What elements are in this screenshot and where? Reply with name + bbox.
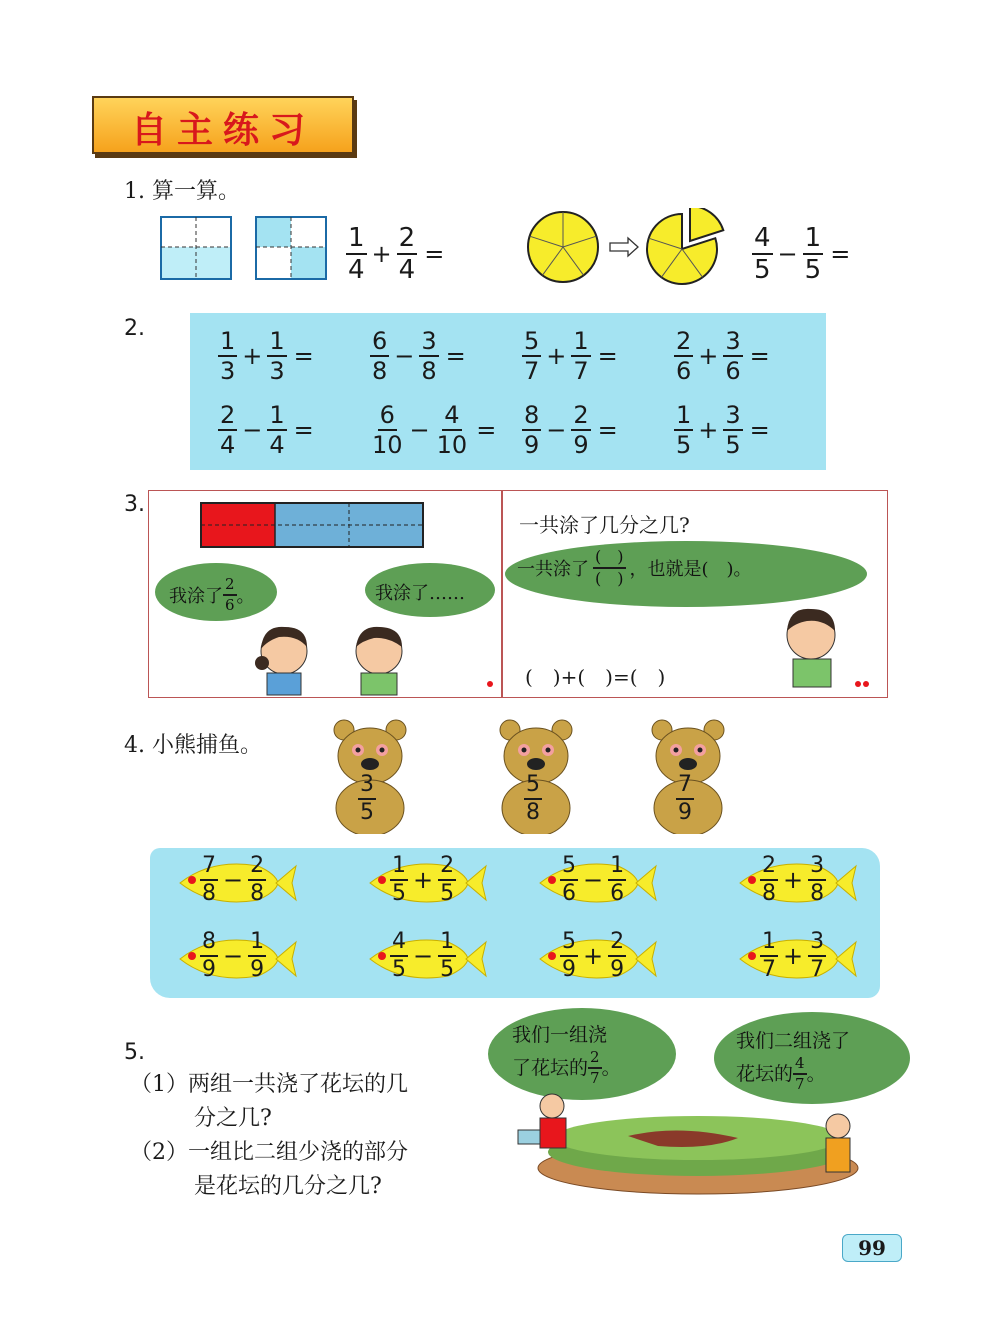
fraction: $\frac{5}{7}$ (524, 327, 540, 385)
square-diagram-2 (256, 217, 326, 279)
girl-speech-bubble: 我涂了 $\frac{2}{6}$ 。 (155, 563, 277, 621)
fraction: $\frac{7}{9}$ (678, 772, 692, 825)
fish (532, 852, 658, 914)
boy-avatar-right (777, 601, 847, 691)
page-number: 99 (842, 1234, 902, 1262)
operator: − (223, 942, 244, 970)
q5-item-1-line-1: （1）两组一共浇了花坛的几 (130, 1072, 408, 1097)
fraction: $\frac{6}{10}$ (372, 401, 403, 459)
q3-question: 一共涂了几分之几? (519, 513, 690, 537)
bear (640, 716, 736, 834)
boy-watering-avatar (826, 1114, 850, 1172)
q2-exercise-box (190, 313, 826, 470)
equals-sign: = (476, 416, 497, 444)
flowerbed (538, 1116, 858, 1194)
fraction: $\frac{6}{8}$ (372, 327, 388, 385)
fraction: $\frac{2}{8}$ (250, 853, 265, 906)
fraction: $\frac{5}{9}$ (562, 929, 576, 982)
group2-speech-bubble: 我们二组浇了 花坛的 $\frac{4}{7}$ 。 (714, 1012, 910, 1104)
red-dot-marker (487, 681, 493, 687)
q3-equation: ( )+( )=( ) (525, 665, 666, 689)
operator: − (394, 342, 415, 370)
group1-speech-bubble: 我们一组浇 了花坛的 $\frac{2}{7}$ 。 (488, 1008, 676, 1100)
fraction: $\frac{2}{5}$ (440, 853, 455, 906)
fraction: $\frac{2}{8}$ (762, 853, 776, 906)
operator: − (242, 416, 263, 444)
fraction: $\frac{1}{7}$ (762, 929, 776, 982)
q2-exercise (370, 403, 522, 457)
fish-expression (390, 855, 456, 905)
operator: − (413, 942, 434, 970)
arrow-icon (610, 238, 638, 256)
equals-sign: = (597, 416, 618, 444)
q5-item-2-line-2: 是花坛的几分之几? (194, 1174, 382, 1199)
equals-sign: = (597, 342, 618, 370)
fish-expression (560, 931, 626, 981)
fish-expression (390, 931, 456, 981)
section-title (92, 96, 354, 154)
q4-label: 4. 小熊捕鱼。 (124, 733, 262, 758)
boy-speech-bubble: 我涂了…… (365, 563, 495, 617)
fraction: $\frac{8}{9}$ (202, 929, 216, 982)
fraction: $\frac{1}{7}$ (573, 327, 589, 385)
fraction: $\frac{4}{5}$ (392, 929, 406, 982)
fraction: $\frac{7}{8}$ (202, 853, 216, 906)
children-illustration (249, 621, 419, 696)
q1-expression-1: $\frac{1}{4}$ + $\frac{2}{4}$ = (348, 223, 445, 285)
operator: + (698, 416, 719, 444)
operator: − (546, 416, 567, 444)
fraction: $\frac{1}{3}$ (220, 327, 236, 385)
fish (532, 928, 658, 990)
fraction: $\frac{2}{9}$ (573, 401, 589, 459)
fish (732, 852, 858, 914)
q2-exercise (218, 329, 370, 383)
operator: − (409, 416, 430, 444)
equals-sign: = (293, 342, 314, 370)
operator: + (583, 942, 604, 970)
fraction: $\frac{1}{5}$ (676, 401, 692, 459)
girl-watering-avatar (518, 1094, 566, 1148)
section-title-text: 自主练习 (130, 109, 315, 151)
fraction: $\frac{1}{5}$ (392, 853, 406, 906)
fish-expression (200, 931, 266, 981)
fraction: $\frac{3}{7}$ (810, 929, 825, 982)
fish (732, 928, 858, 990)
operator: + (242, 342, 263, 370)
q5-label: 5. (124, 1040, 145, 1065)
q2-exercise-grid (190, 313, 826, 457)
operator: + (783, 942, 804, 970)
boy-avatar (356, 627, 402, 695)
fish-expression (760, 931, 826, 981)
bear (322, 716, 418, 834)
fraction: $\frac{2}{6}$ (676, 327, 692, 385)
q3-panel (148, 490, 888, 698)
right-speech-bubble: 一共涂了 $\frac{( )}{( )}$ ，也就是( )。 (505, 541, 867, 607)
q3-divider (501, 491, 503, 697)
cut-circle-diagram (647, 208, 723, 284)
fraction: $\frac{3}{5}$ (725, 401, 741, 459)
q5-item-2-line-1: （2）一组比二组少浇的部分 (130, 1140, 408, 1165)
bear (488, 716, 584, 834)
q5-questions (130, 1068, 408, 1204)
q1-label: 1. 算一算。 (124, 179, 240, 204)
q2-exercise (370, 329, 522, 383)
q2-exercise (522, 403, 674, 457)
q3-label: 3. (124, 492, 145, 517)
operator: + (546, 342, 567, 370)
q1-circle-diagrams (526, 208, 736, 288)
operator: + (413, 866, 434, 894)
fish-expression (760, 855, 826, 905)
fraction: $\frac{3}{5}$ (360, 772, 374, 825)
operator: − (583, 866, 604, 894)
fish-expression (560, 855, 626, 905)
fraction: $\frac{1}{6}$ (610, 853, 625, 906)
fraction: $\frac{2}{4}$ (220, 401, 236, 459)
fish (362, 852, 488, 914)
fraction: $\frac{5}{6}$ (562, 853, 576, 906)
fraction: $\frac{1}{3}$ (269, 327, 285, 385)
q2-label: 2. (124, 316, 145, 341)
fish-expression (200, 855, 266, 905)
flowerbed-illustration (508, 1086, 860, 1202)
q2-exercise (674, 329, 826, 383)
fraction: $\frac{1}{9}$ (250, 929, 265, 982)
fraction: $\frac{1}{5}$ (440, 929, 455, 982)
girl-avatar (255, 627, 307, 695)
q2-exercise (218, 403, 370, 457)
operator: + (783, 866, 804, 894)
q2-exercise (522, 329, 674, 383)
fish (172, 852, 298, 914)
q1-expression-2: $\frac{4}{5}$ − $\frac{1}{5}$ = (754, 223, 851, 285)
fish (172, 928, 298, 990)
equals-sign: = (293, 416, 314, 444)
operator: − (223, 866, 244, 894)
fraction: $\frac{1}{4}$ (269, 401, 285, 459)
fraction: $\frac{2}{9}$ (610, 929, 625, 982)
fraction: $\frac{3}{8}$ (421, 327, 437, 385)
fraction: $\frac{3}{6}$ (725, 327, 741, 385)
q5-item-1-line-2: 分之几? (194, 1106, 272, 1131)
fraction: $\frac{3}{8}$ (810, 853, 825, 906)
double-red-dot-marker (855, 681, 869, 687)
operator: + (698, 342, 719, 370)
q1-square-diagrams (158, 214, 334, 284)
q2-exercise (674, 403, 826, 457)
fish (362, 928, 488, 990)
equals-sign: = (749, 416, 770, 444)
equals-sign: = (445, 342, 466, 370)
equals-sign: = (749, 342, 770, 370)
fraction: $\frac{8}{9}$ (524, 401, 540, 459)
fraction: $\frac{4}{10}$ (436, 401, 468, 459)
q3-bar-diagram (199, 501, 427, 551)
full-circle-diagram (528, 212, 598, 282)
fraction: $\frac{5}{8}$ (526, 772, 540, 825)
square-diagram-1 (161, 217, 231, 279)
